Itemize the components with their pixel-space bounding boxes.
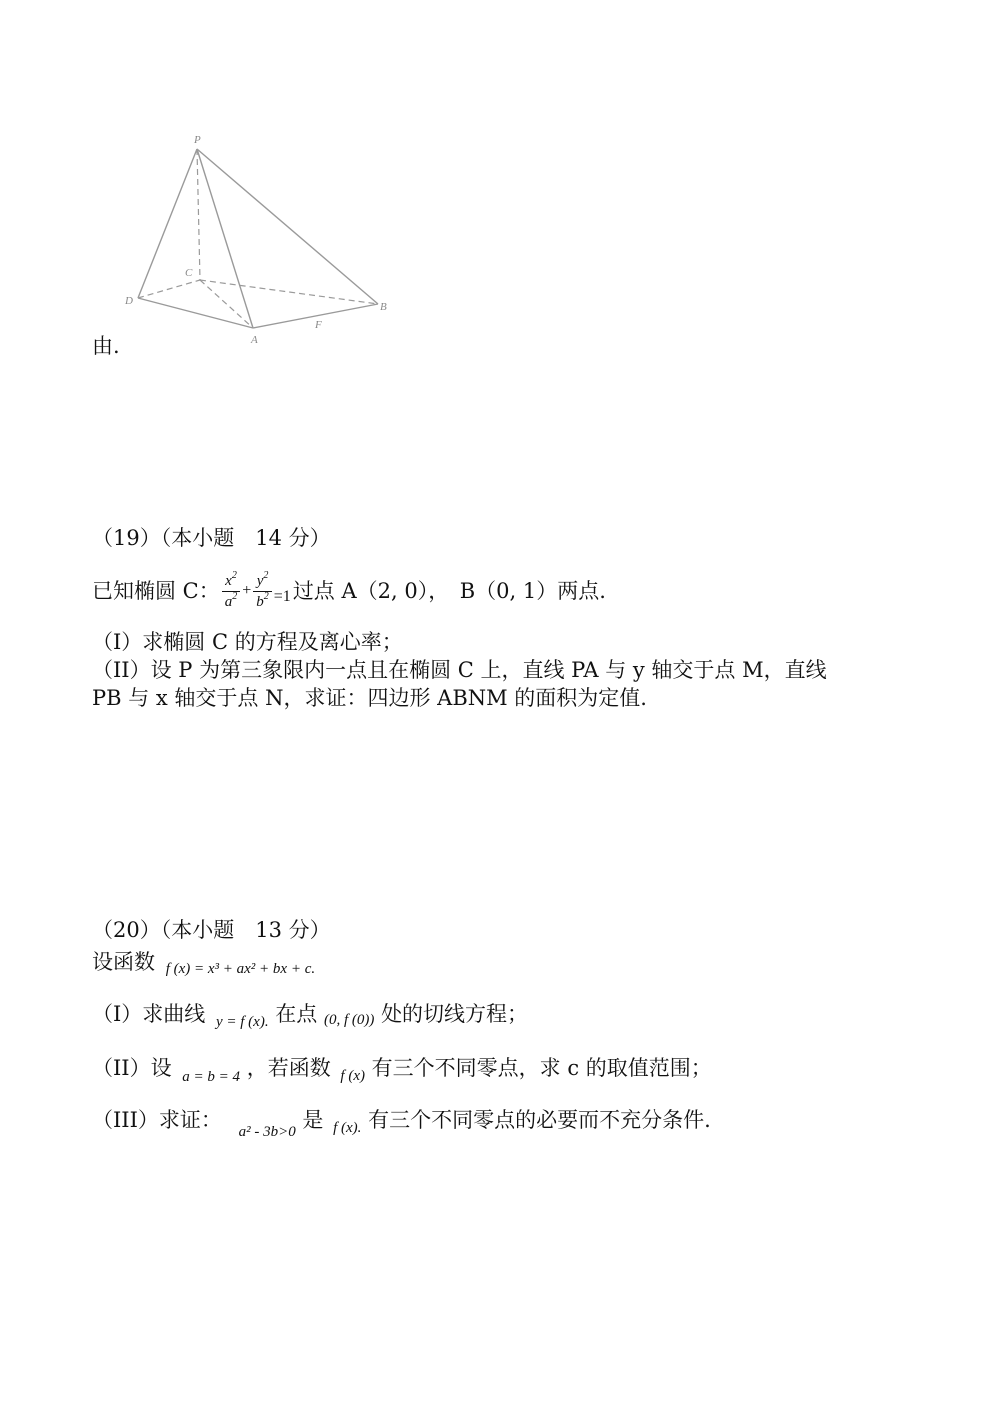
q19-intro-suffix: 过点 A（2, 0）， B（0, 1）两点. bbox=[292, 579, 606, 603]
label-P: P bbox=[194, 134, 201, 146]
q20-p1-point: (0, f (0)) bbox=[323, 1012, 375, 1028]
q20-p1-curve: y = f (x). bbox=[215, 1014, 269, 1030]
q20-p2-prefix: （II）设 bbox=[92, 1056, 172, 1080]
q19-part1: （I）求椭圆 C 的方程及离心率； bbox=[92, 630, 403, 654]
ellipse-equation bbox=[222, 571, 291, 612]
q20-p1-mid: 在点 bbox=[275, 1002, 318, 1026]
q20-p3-mid: 是 bbox=[302, 1108, 324, 1132]
b-var: b bbox=[256, 593, 264, 610]
edge-CB bbox=[200, 280, 378, 304]
q20-p1-prefix: （I）求曲线 bbox=[92, 1002, 206, 1026]
q20-part2 bbox=[92, 1054, 712, 1085]
q20-p3-function: f (x). bbox=[333, 1120, 362, 1136]
label-C: C bbox=[185, 267, 193, 279]
q20-p2-suffix: 有三个不同零点，求 c 的取值范围； bbox=[371, 1056, 712, 1080]
equals-one: =1 bbox=[273, 588, 291, 605]
q20-p2-function: f (x) bbox=[340, 1068, 365, 1084]
label-D: D bbox=[125, 295, 133, 307]
q20-p3-prefix: （III）求证： bbox=[92, 1108, 222, 1132]
x-var: x bbox=[225, 572, 232, 589]
q20-p1-suffix: 处的切线方程； bbox=[381, 1002, 529, 1026]
q20-p3-inequality: a² - 3b>0 bbox=[238, 1124, 296, 1140]
a-var: a bbox=[224, 593, 233, 610]
fraction-y-over-b: $\frac{y^2}{b^2}$ bbox=[253, 571, 272, 612]
q19-header: （19）（本小题 14 分） bbox=[92, 526, 331, 550]
q19-part2-line2: PB 与 x 轴交于点 N，求证：四边形 ABNM 的面积为定值. bbox=[92, 686, 647, 710]
edge-DC bbox=[138, 280, 200, 298]
label-B: B bbox=[380, 301, 387, 313]
edge-PC bbox=[197, 149, 200, 280]
label-F: F bbox=[315, 319, 322, 331]
q19-intro-prefix: 已知椭圆 C： bbox=[92, 579, 220, 603]
q20-p2-mid: ，若函数 bbox=[246, 1056, 331, 1080]
plus-sign: + bbox=[242, 582, 252, 599]
q20-func-prefix: 设函数 bbox=[92, 950, 155, 974]
q20-part1 bbox=[92, 1000, 528, 1031]
function-expression: f (x) = x³ + ax² + bx + c. bbox=[165, 961, 316, 977]
q20-header: （20）（本小题 13 分） bbox=[92, 918, 331, 942]
pyramid-figure bbox=[110, 130, 400, 350]
q20-part3 bbox=[92, 1106, 711, 1140]
q19-intro bbox=[92, 566, 606, 616]
fraction-x-over-a: $\frac{x^2}{a^2}$ bbox=[222, 571, 241, 612]
q20-function-def bbox=[92, 948, 315, 979]
q20-p3-suffix: 有三个不同零点的必要而不充分条件. bbox=[368, 1108, 711, 1132]
label-A: A bbox=[251, 334, 258, 346]
q19-part2-line1: （II）设 P 为第三象限内一点且在椭圆 C 上，直线 PA 与 y 轴交于点 M，直线 bbox=[92, 658, 827, 682]
q20-p2-condition: a = b = 4 bbox=[182, 1069, 241, 1085]
edge-PA bbox=[197, 149, 253, 328]
edge-DA bbox=[138, 298, 253, 328]
y-var: y bbox=[256, 572, 264, 589]
previous-problem-tail: 由. bbox=[92, 334, 120, 358]
edge-PB bbox=[197, 149, 378, 304]
